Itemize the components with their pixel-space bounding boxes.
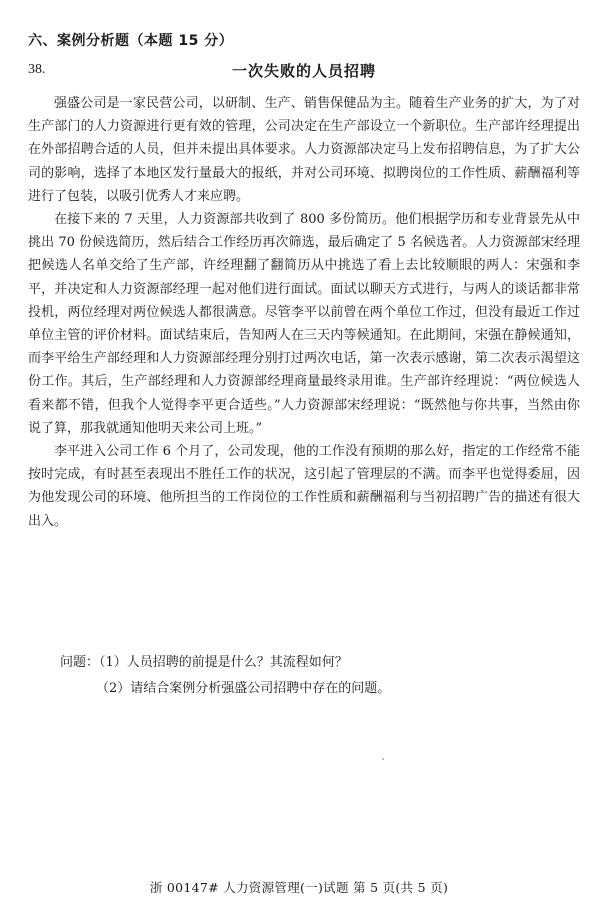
case-title: 一次失败的人员招聘 — [231, 62, 376, 80]
questions-block — [60, 650, 580, 702]
sub-question-1-text: （1）人员招聘的前提是什么？其流程如何？ — [99, 655, 348, 670]
page-footer: 浙 00147# 人力资源管理(一)试题 第 5 页(共 5 页) — [149, 880, 449, 895]
case-paragraph-3: 李平进入公司工作 6 个月了，公司发现，他的工作没有预期的那么好，指定的工作经常不能按时完成，有时甚至表现出不胜任工作的状况，这引起了管理层的不满。而李平也觉得委屈，因为他发现公司的环境、他所担当的工作岗位的工作性质和薪酬福利与当初招聘广告的描述有很大出入。 — [28, 444, 580, 529]
case-paragraph-1: 强盛公司是一家民营公司，以研制、生产、销售保健品为主。随着生产业务的扩大，为了对生产部门的人力资源进行更有效的管理，公司决定在生产部设立一个新职位。生产部许经理提出在外部招聘合适的人员，但并未提出具体要求。人力资源部决定马上发布招聘信息，为了扩大公司的影响，选择了本地区发行量最大的报纸，并对公司环境、拟聘岗位的工作性质、薪酬福利等进行了包装，以吸引优秀人才来应聘。 — [28, 96, 580, 204]
case-paragraph-2: 在接下来的 7 天里，人力资源部共收到了 800 多份简历。他们根据学历和专业背景先从中挑出 70 份候选简历，然后结合工作经历再次筛选，最后确定了 5 名候选者。人力资源部宋经理把候选人名单交给了生产部，许经理翻了翻简历从中挑选了看上去比较顺眼的两人：宋强和李平，并决定和人力资源部经理一起对他们进行面试。面试以聊天方式进行，与两人的谈话都非常投机，两位经理对两位候选人都很满意。尽管李平以前曾在两个单位工作过，但没有最近工作过单位主管的评价材料。面试结束后，告知两人在三天内等候通知。在此期间，宋强在静候通知，而李平给生产部经理和人力资源部经理分别打过两次电话，第一次表示感谢，第二次表示渴望这份工作。其后，生产部经理和人力资源部经理商量最终录用谁。生产部许经理说：“两位候选人看来都不错，但我个人觉得李平更合适些。”人力资源部宋经理说：“既然他与你共事，当然由你说了算，那我就通知他明天来公司上班。” — [28, 212, 580, 436]
case-body — [28, 92, 580, 533]
questions-label: 问题： — [60, 655, 100, 670]
section-heading: 六、案例分析题（本题 15 分） — [28, 33, 234, 49]
question-number: 38. — [28, 62, 46, 77]
sub-question-2: （2）请结合案例分析强盛公司招聘中存在的问题。 — [96, 681, 391, 696]
sub-question-1 — [60, 650, 580, 676]
scan-speck — [382, 758, 384, 760]
